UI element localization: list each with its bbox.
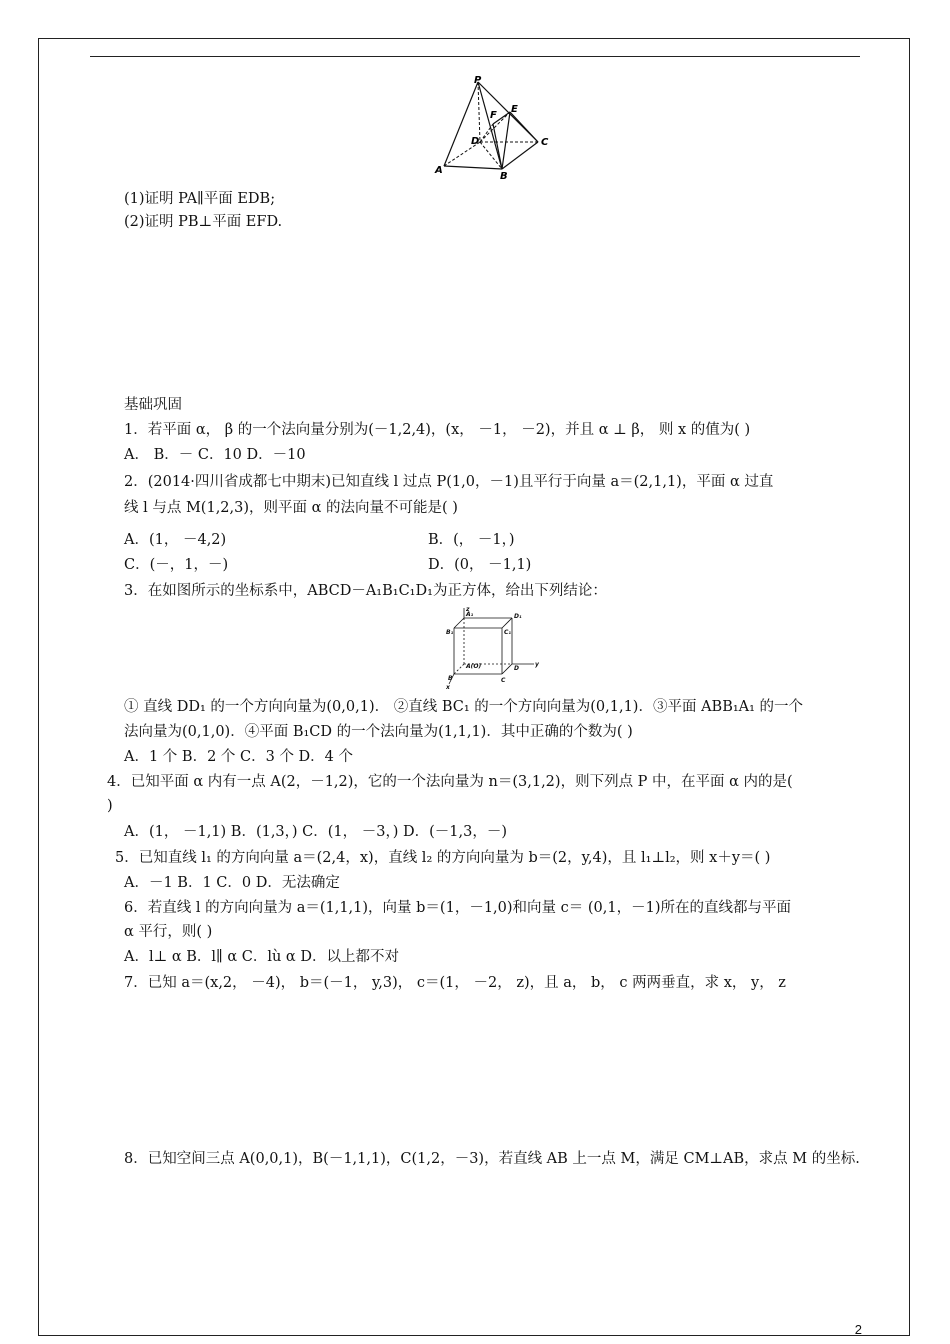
q6-line2: α 平行，则( ) — [124, 924, 213, 940]
q2-option-d: D．(0， －1,1) — [428, 557, 532, 573]
q1-stem: 1．若平面 α， β 的一个法向量分别为(－1,2,4)，(x， －1， －2)，并且 α ⊥ β， 则 x 的值为( ) — [124, 422, 751, 438]
cube-figure — [446, 606, 542, 690]
q2-line1: 2．(2014·四川省成都七中期末)已知直线 l 过点 P(1,0，－1)且平行于向量 a＝(2,1,1)，平面 α 过直 — [124, 474, 774, 490]
q2-option-b: B．(， －1，) — [428, 532, 515, 548]
q3-line1: ① 直线 DD₁ 的一个方向向量为(0,0,1)． ②直线 BC₁ 的一个方向向量为(0,1,1)．③平面 ABB₁A₁ 的一个 — [124, 699, 804, 715]
cube-label-y: y — [535, 661, 539, 668]
q4-line2: ) — [107, 798, 113, 814]
q4-options: A．(1， －1,1) B．(1,3，) C．(1， －3，) D．(－1,3，－) — [124, 824, 508, 840]
q4-line1: 4．已知平面 α 内有一点 A(2，－1,2)，它的一个法向量为 n＝(3,1,2)，则下列点 P 中，在平面 α 内的是( — [107, 774, 793, 790]
label-D: D — [471, 136, 480, 147]
q2-option-a: A．(1， －4,2) — [124, 532, 227, 548]
cube-label-c1: C₁ — [504, 629, 512, 636]
proof-2: (2)证明 PB⊥平面 EFD. — [124, 214, 283, 230]
q6-line1: 6．若直线 l 的方向向量为 a＝(1,1,1)，向量 b＝(1，－1,0)和向量 c＝ (0,1，－1)所在的直线都与平面 — [124, 900, 791, 916]
q3-stem: 3．在如图所示的坐标系中，ABCD－A₁B₁C₁D₁为正方体，给出下列结论： — [124, 583, 607, 599]
q2-line2: 线 l 与点 M(1,2,3)，则平面 α 的法向量不可能是( ) — [124, 500, 458, 516]
label-B: B — [500, 171, 508, 182]
q2-option-c: C．(－，1，－) — [124, 557, 229, 573]
cube-label-ao: A(O) — [466, 663, 482, 670]
q5-stem: 5．已知直线 l₁ 的方向向量 a＝(2,4，x)，直线 l₂ 的方向向量为 b＝(2，y,4)，且 l₁⊥l₂，则 x＋y＝( ) — [115, 850, 771, 866]
q7-stem: 7．已知 a＝(x,2， －4)， b＝(－1， y,3)， c＝(1， －2， z)，且 a， b， c 两两垂直，求 x， y， z — [124, 975, 786, 991]
q5-options: A．－1 B．1 C．0 D．无法确定 — [124, 875, 340, 891]
label-P: P — [474, 75, 482, 86]
cube-label-d1: D₁ — [514, 613, 522, 620]
label-A: A — [435, 165, 443, 176]
label-E: E — [511, 104, 518, 115]
proof-1: (1)证明 PA∥平面 EDB; — [124, 191, 276, 207]
q3-options: A．1 个 B．2 个 C．3 个 D．4 个 — [124, 749, 354, 765]
q6-options: A．l⊥ α B．l∥ α C．lù α D．以上都不对 — [124, 949, 399, 965]
cube-label-z: z — [466, 606, 470, 613]
cube-label-a1: A₁ — [466, 611, 474, 618]
cube-label-d: D — [514, 665, 519, 672]
cube-label-x: x — [446, 684, 450, 690]
cube-label-b: B — [448, 675, 453, 682]
page-number: 2 — [854, 1322, 862, 1337]
cube-label-c: C — [501, 677, 506, 684]
q8-stem: 8．已知空间三点 A(0,0,1)，B(－1,1,1)，C(1,2，－3)，若直线 AB 上一点 M，满足 CM⊥AB，求点 M 的坐标. — [124, 1151, 860, 1167]
pyramid-figure — [430, 72, 560, 182]
cube-label-b1: B₁ — [446, 629, 454, 636]
header-rule — [90, 56, 860, 57]
q3-line2: 法向量为(0,1,0)．④平面 B₁CD 的一个法向量为(1,1,1)．其中正确的个数为( ) — [124, 724, 633, 740]
label-C: C — [541, 137, 549, 148]
label-F: F — [490, 110, 497, 121]
section-title: 基础巩固 — [124, 397, 182, 413]
q1-options: A． B．－ C．10 D．－10 — [124, 447, 306, 463]
